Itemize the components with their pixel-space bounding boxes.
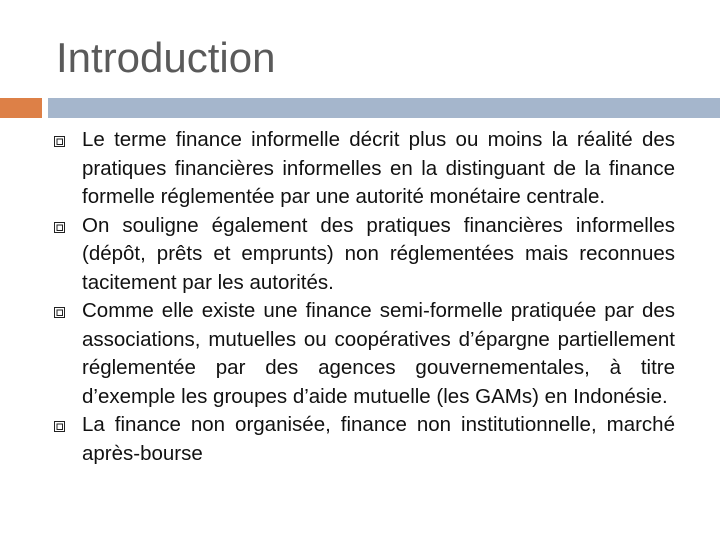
bullet-item — [0, 126, 720, 212]
hollow-square-bullet-icon — [54, 421, 65, 432]
bullet-text: Comme elle existe une finance semi-formelle pratiquée par des associations, mutuelles ou coopératives d’épargne partiellement réglementée par des agences gouvernementales, à titre d’exemple les groupes d’aide mutuelle (les GAMs) en Indonésie. — [82, 299, 675, 408]
hollow-square-bullet-icon — [54, 222, 65, 233]
slide-title: Introduction — [56, 34, 276, 81]
title-divider-bar — [48, 98, 720, 118]
bullet-item — [0, 411, 720, 468]
bullet-text: Le terme finance informelle décrit plus ou moins la réalité des pratiques financières informelles en la distinguant de la finance formelle réglementée par une autorité monétaire centrale. — [82, 128, 675, 208]
hollow-square-bullet-icon — [54, 136, 65, 147]
bullet-list — [0, 126, 720, 468]
bullet-item — [0, 297, 720, 411]
bullet-item — [0, 212, 720, 298]
bullet-text: On souligne également des pratiques financières informelles (dépôt, prêts et emprunts) non réglementées mais reconnues tacitement par les autorités. — [82, 213, 675, 294]
hollow-square-bullet-icon — [54, 307, 65, 318]
title-accent-bar — [0, 98, 42, 118]
bullet-text: La finance non organisée, finance non institutionnelle, marché après‑bourse — [82, 413, 675, 465]
